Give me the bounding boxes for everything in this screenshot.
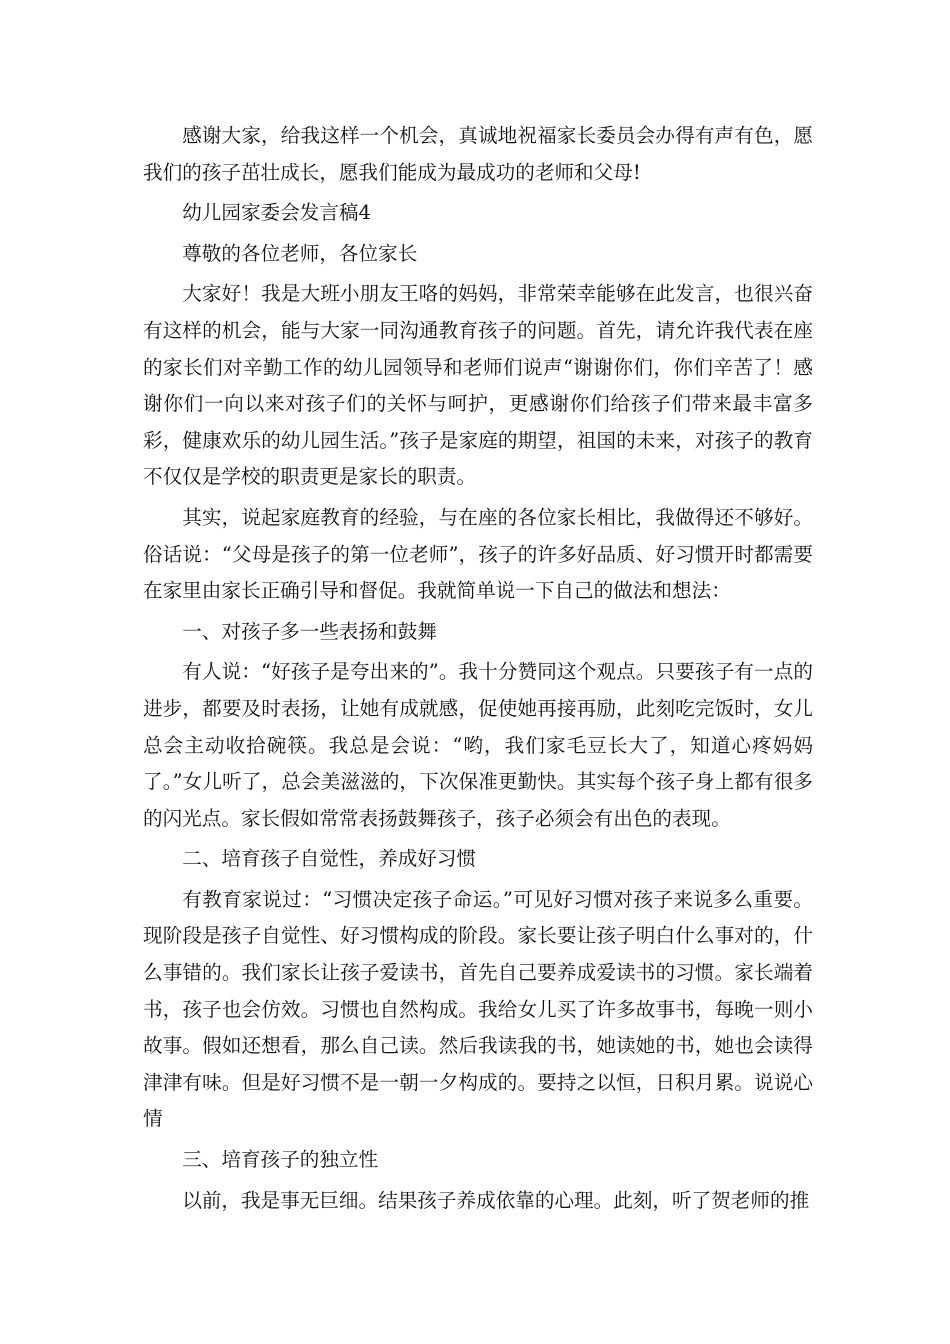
section-heading-1: 一、对孩子多一些表扬和鼓舞 (182, 619, 437, 643)
section-2-paragraph: 有教育家说过：“习惯决定孩子命运。”可见好习惯对孩子来说多么重要。现阶段是孩子自觉性、好习惯构成的阶段。家长要让孩子明白什么事对的，什么事错的。我们家长让孩子爱读书，首先自己要养成爱读书的习惯。家长端着书，孩子也会仿效。习惯也自然构成。我给女儿买了许多故事书，每晚一则小故事。假如还想看，那么自己读。然后我读我的书，她读她的书，她也会读得津津有味。但是好习惯不是一朝一夕构成的。要持之以恒，日积月累。说说心情 (143, 887, 813, 1131)
document-page (143, 118, 813, 1219)
salutation: 尊敬的各位老师，各位家长 (182, 241, 418, 265)
intro-paragraph: 大家好！我是大班小朋友王咯的妈妈，非常荣幸能够在此发言，也很兴奋有这样的机会，能与大家一同沟通教育孩子的问题。首先，请允许我代表在座的家长们对辛勤工作的幼儿园领导和老师们说声“谢谢你们，你们辛苦了！感谢你们一向以来对孩子们的关怀与呵护，更感谢你们给孩子们带来最丰富多彩，健康欢乐的幼儿园生活。”孩子是家庭的期望，祖国的未来，对孩子的教育不仅仅是学校的职责更是家长的职责。 (143, 282, 813, 489)
section-3-paragraph: 以前，我是事无巨细。结果孩子养成依靠的心理。此刻，听了贺老师的推 (182, 1188, 810, 1212)
section-1-paragraph: 有人说：“好孩子是夸出来的”。我十分赞同这个观点。只要孩子有一点的进步，都要及时表扬，让她有成就感，促使她再接再励，此刻吃完饭时，女儿总会主动收拾碗筷。我总是会说：“哟，我们家毛豆长大了，知道心疼妈妈了。”女儿听了，总会美滋滋的，下次保准更勤快。其实每个孩子身上都有很多的闪光点。家长假如常常表扬鼓舞孩子，孩子必须会有出色的表现。 (143, 660, 813, 830)
section-heading-2: 二、培育孩子自觉性，养成好习惯 (182, 847, 477, 871)
document-title: 幼儿园家委会发言稿4 (182, 201, 371, 225)
experience-paragraph: 其实，说起家庭教育的经验，与在座的各位家长相比，我做得还不够好。俗话说：“父母是孩子的第一位老师”，孩子的许多好品质、好习惯开时都需要在家里由家长正确引导和督促。我就简单说一下自己的做法和想法： (143, 505, 813, 603)
closing-paragraph: 感谢大家，给我这样一个机会，真诚地祝福家长委员会办得有声有色，愿我们的孩子茁壮成长，愿我们能成为最成功的老师和父母! (143, 124, 813, 184)
section-heading-3: 三、培育孩子的独立性 (182, 1148, 379, 1172)
